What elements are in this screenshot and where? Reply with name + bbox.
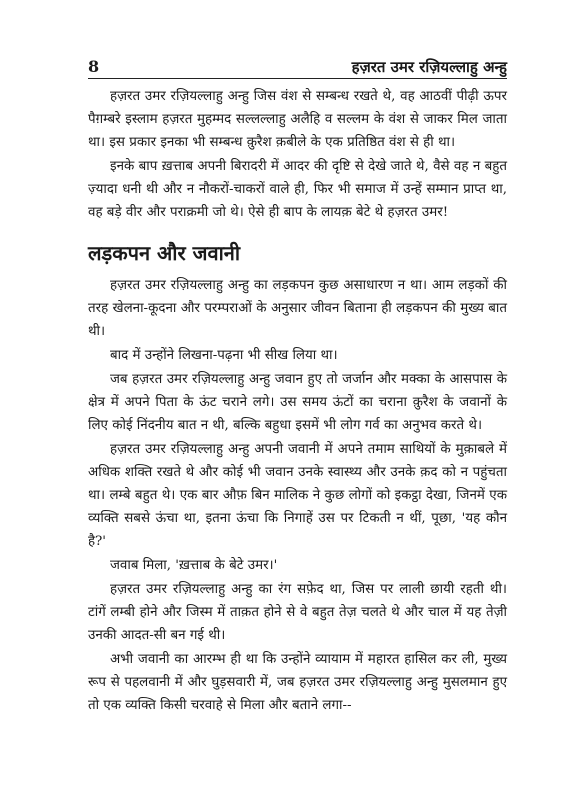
- paragraph: जवाब मिला, 'ख़त्ताब के बेटे उमर।': [110, 558, 278, 573]
- paragraph: अभी जवानी का आरम्भ ही था कि उन्होंने व्यायाम में महारत हासिल कर ली, मुख्य रूप से पहलवानी में और घुड़सवारी में, जब हज़रत उमर रज़ियल्लाहु अन्हु मुसलमान हुए तो एक व्यक्ति किसी चरवाहे से मिला और बताने लगा--: [88, 652, 507, 713]
- page-header: [88, 58, 507, 79]
- section-heading: लड़कपन और जवानी: [88, 241, 241, 265]
- section-lineage: [88, 85, 507, 224]
- page-number: 8: [88, 57, 100, 76]
- paragraph: जब हज़रत उमर रज़ियल्लाहु अन्हु जवान हुए तो जर्जान और मक्का के आसपास के क्षेत्र में अपने पिता के ऊंट चराने लगे। उस समय ऊंटों का चराना क़ुरैश के जवानों के लिए कोई निंदनीय बात न थी, बल्कि बहुधा इसमें भी लोग गर्व का अनुभव करते थे।: [88, 372, 507, 433]
- paragraph: बाद में उन्होंने लिखना-पढ़ना भी सीख लिया था।: [110, 348, 338, 363]
- paragraph: हज़रत उमर रज़ियल्लाहु अन्हु अपनी जवानी में अपने तमाम साथियों के मुक़ाबले में अधिक शक्ति रखते थे और कोई भी जवान उनके स्वास्थ्य और उनके क़द को न पहुंचता था। लम्बे बहुत थे। एक बार औफ़ बिन मालिक ने कुछ लोगों को इकट्ठा देखा, जिनमें एक व्यक्ति सबसे ऊंचा था, इतना ऊंचा कि निगाहें उस पर टिकती न थीं, पूछा, 'यह कौन है?': [88, 442, 507, 549]
- paragraph: हज़रत उमर रज़ियल्लाहु अन्हु का लड़कपन कुछ असाधारण न था। आम लड़कों की तरह खेलना-कूदना और परम्पराओं के अनुसार जीवन बिताना ही लड़कपन की मुख्य बात थी।: [88, 278, 507, 339]
- paragraph: इनके बाप ख़त्ताब अपनी बिरादरी में आदर की दृष्टि से देखे जाते थे, वैसे वह न बहुत ज़्यादा धनी थी और न नौकरों-चाकरों वाले ही, फिर भी समाज में उन्हें सम्मान प्राप्त था, वह बड़े वीर और पराक्रमी जो थे। ऐसे ही बाप के लायक़ बेटे थे हज़रत उमर!: [88, 159, 507, 220]
- running-title: हज़रत उमर रज़ियल्लाहु अन्हु: [351, 58, 507, 76]
- paragraph: हज़रत उमर रज़ियल्लाहु अन्हु जिस वंश से सम्बन्ध रखते थे, वह आठवीं पीढ़ी ऊपर पैग़म्बरे इस्लाम हज़रत मुहम्मद सल्लल्लाहु अलैहि व सल्लम के वंश से जाकर मिल जाता था। इस प्रकार इनका भी सम्बन्ध क़ुरैश क़बीले के एक प्रतिष्ठित वंश से ही था।: [88, 89, 507, 150]
- section-youth: [88, 238, 507, 717]
- paragraph: हज़रत उमर रज़ियल्लाहु अन्हु का रंग सफ़ेद था, जिस पर लाली छायी रहती थी। टांगें लम्बी होने और जिस्म में ताक़त होने से वे बहुत तेज़ चलते थे और चाल में यह तेज़ी उनकी आदत-सी बन गई थी।: [88, 582, 507, 643]
